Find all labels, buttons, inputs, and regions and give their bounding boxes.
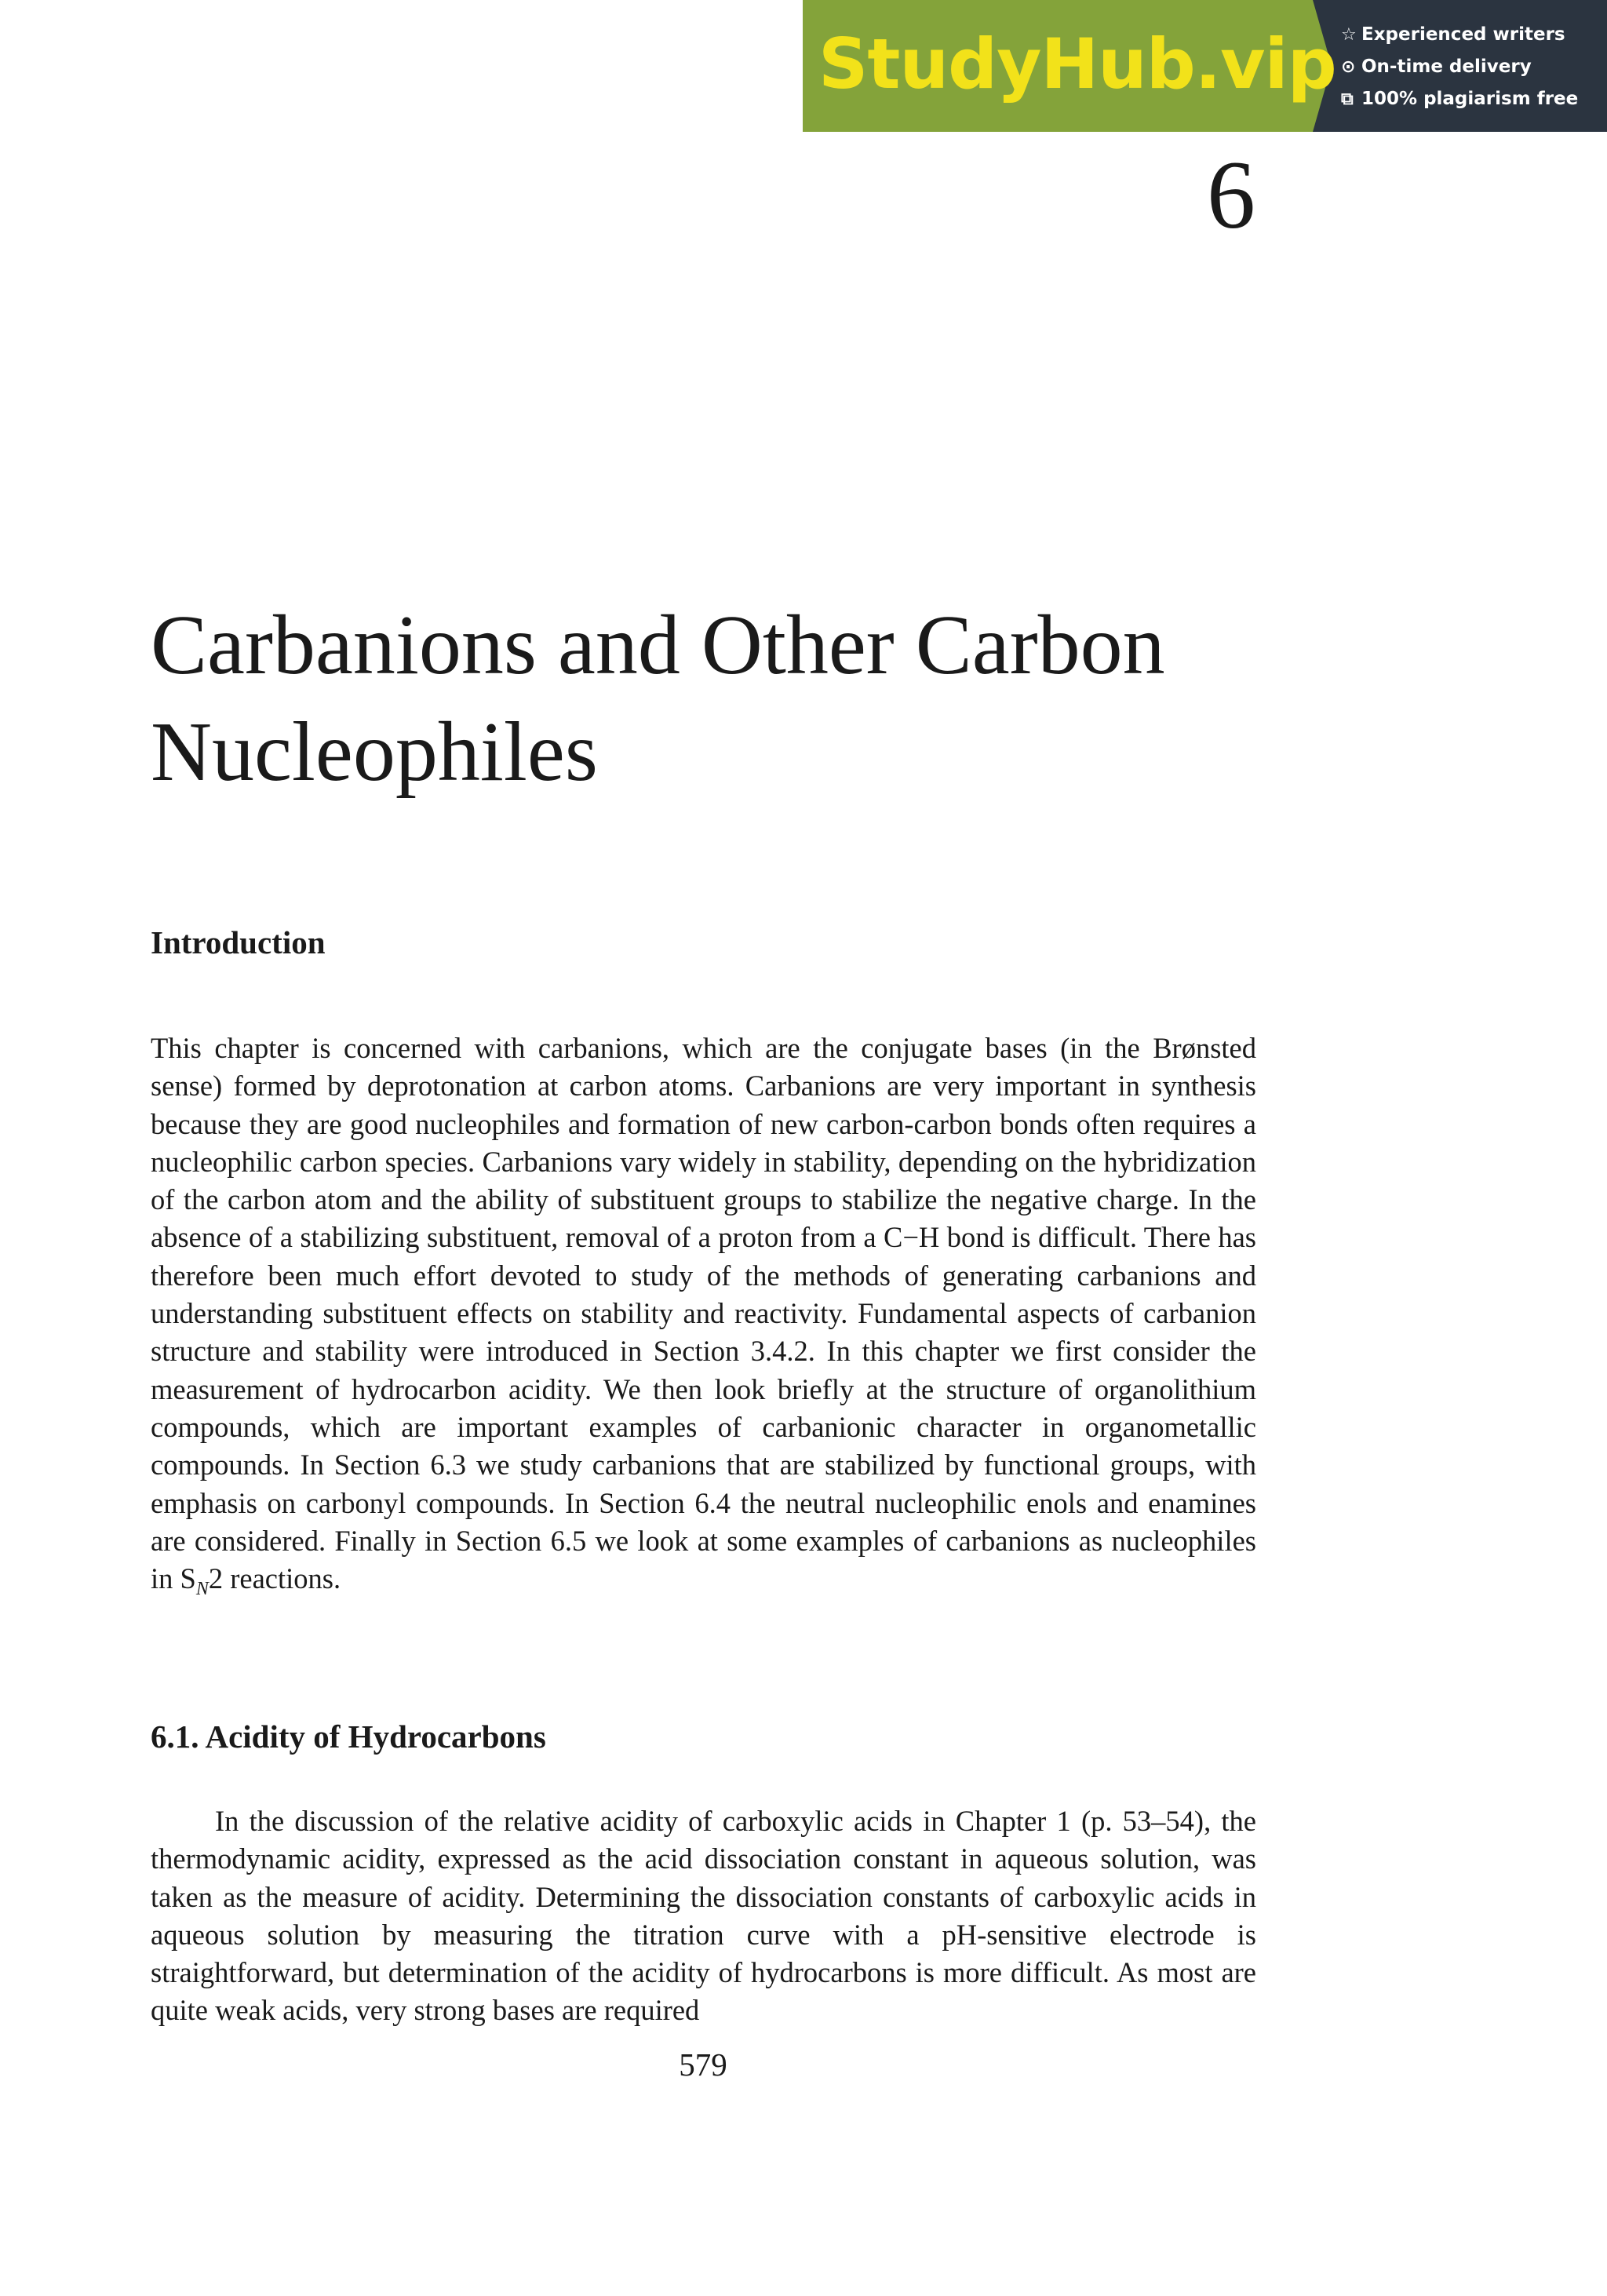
banner-feature-item — [1341, 19, 1578, 51]
section-6-1-paragraph: In the discussion of the relative acidity of carboxylic acids in Chapter 1 (p. 53–54), the thermodynamic acidity, expressed as the acid dissociation constant in aqueous solution, was taken as the measure of acidity. Determining the dissociation constants of carboxylic acids in aqueous solution by measuring the titration curve with a pH-sensitive electrode is straightforward, but determination of the acidity of hydrocarbons is more difficult. As most are quite weak acids, very strong bases are required — [151, 1805, 1256, 2027]
banner-feature-label: On-time delivery — [1361, 56, 1532, 77]
banner-feature-item — [1341, 51, 1578, 83]
section-6-1-heading: 6.1. Acidity of Hydrocarbons — [151, 1718, 546, 1755]
star-outline-icon: ☆ — [1341, 25, 1357, 45]
banner-feature-label: Experienced writers — [1361, 24, 1565, 45]
banner-logo[interactable]: StudyHub.vip — [818, 24, 1336, 104]
advertisement-banner[interactable] — [803, 0, 1607, 132]
introduction-heading: Introduction — [151, 924, 326, 960]
copy-check-icon: ⧉ — [1341, 89, 1354, 109]
banner-feature-label: 100% plagiarism free — [1361, 89, 1579, 109]
page-number: 579 — [679, 2046, 727, 2083]
chapter-title: Carbanions and Other Carbon Nucleophiles — [151, 599, 1165, 799]
introduction-text: This chapter is concerned with carbanions, which are the conjugate bases (in the Brønsted sense) formed by deprotonation at carbon atoms. Carbanions are very important in synthesis because they are good nucleophiles and formation of new carbon-carbon bonds often requires a nucleophilic carbon species. Carbanions vary widely in stability, depending on the hybridization of the carbon atom and the ability of substituent groups to stabilize the negative charge. In the absence of a stabilizing substituent, removal of a proton from a C−H bond is difficult. There has therefore been much effort devoted to study of the methods of generating carbanions and understanding substituent effects on stability and reactivity. Fundamental aspects of carbanion structure and stability were introduced in Section 3.4.2. In this chapter we first consider the measurement of hydrocarbon acidity. We then look briefly at the structure of organolithium compounds, which are important examples of carbanionic character in organometallic compounds. In Section 6.3 we study carbanions that are stabilized by functional groups, with emphasis on carbonyl compounds. In Section 6.4 the neutral nucleophilic enols and enamines are considered. Finally in Section 6.5 we look at some examples of carbanions as nucleophiles in S — [151, 1032, 1256, 1595]
chapter-number: 6 — [1207, 141, 1255, 249]
introduction-text-end: 2 reactions. — [208, 1562, 341, 1595]
introduction-paragraph — [151, 1030, 1256, 1598]
subscript-n: N — [195, 1579, 209, 1600]
clock-icon: ⊙ — [1341, 57, 1356, 77]
banner-feature-list — [1341, 19, 1578, 115]
banner-feature-item — [1341, 83, 1578, 115]
